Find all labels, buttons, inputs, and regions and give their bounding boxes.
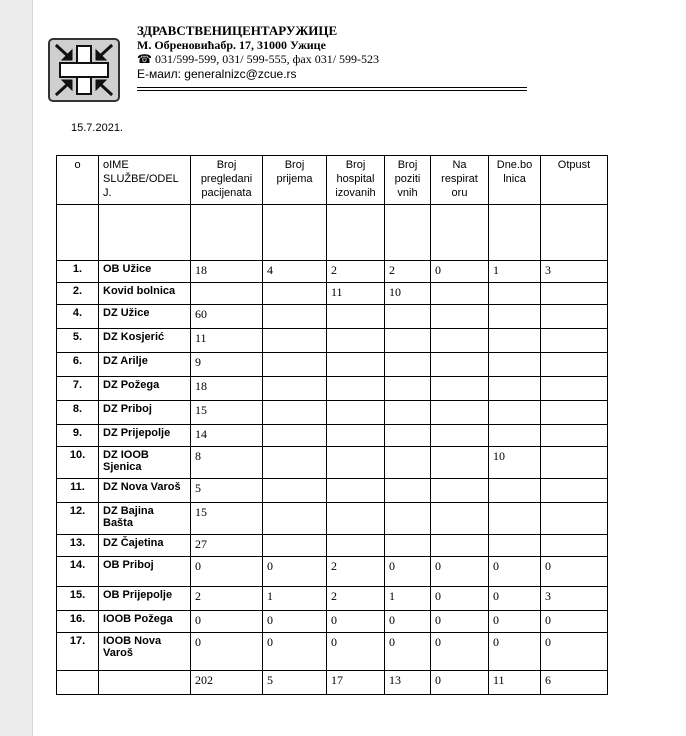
table-cell	[489, 503, 541, 535]
health-center-logo	[48, 38, 120, 102]
table-row	[57, 479, 608, 503]
table-row	[57, 587, 608, 611]
table-cell	[327, 503, 385, 535]
table-cell	[489, 479, 541, 503]
table-row	[57, 503, 608, 535]
column-header-text: pregledani	[200, 173, 253, 185]
table-cell: 0	[263, 633, 327, 671]
table-cell: 1	[263, 587, 327, 611]
department-name: IOOB Nova Varoš	[99, 633, 191, 671]
table-cell: 14	[191, 425, 263, 447]
table-cell: 6	[541, 671, 608, 695]
table-cell	[327, 305, 385, 329]
table-cell: 0	[431, 587, 489, 611]
table-cell	[191, 283, 263, 305]
table-cell	[541, 329, 608, 353]
table-cell	[385, 447, 431, 479]
department-name: DZ Požega	[99, 377, 191, 401]
table-cell	[431, 305, 489, 329]
table-cell	[431, 503, 489, 535]
table-cell	[263, 377, 327, 401]
table-cell	[327, 329, 385, 353]
table-cell: 18	[191, 261, 263, 283]
table-cell: 2	[327, 261, 385, 283]
row-number: 15.	[57, 587, 99, 611]
table-row	[57, 557, 608, 587]
column-header-text: lnica	[503, 173, 526, 185]
letterhead	[137, 23, 529, 82]
table-row	[57, 447, 608, 479]
column-header-text: pacijenata	[201, 187, 252, 199]
table-cell	[263, 447, 327, 479]
table-cell: 0	[385, 633, 431, 671]
table-cell	[541, 283, 608, 305]
table-cell	[385, 401, 431, 425]
row-number: 6.	[57, 353, 99, 377]
department-name: OB Priboj	[99, 557, 191, 587]
table-cell: 0	[191, 611, 263, 633]
row-number: 1.	[57, 261, 99, 283]
table-cell: 0	[541, 611, 608, 633]
department-name: DZ Užice	[99, 305, 191, 329]
table-row	[57, 353, 608, 377]
org-phone: ☎ 031/599-599, 031/ 599-555, фах 031/ 599-523	[137, 52, 380, 66]
table-header-row	[57, 156, 608, 205]
column-header-text: Broj	[216, 159, 237, 171]
column-header-text: Broj	[397, 159, 418, 171]
row-number: 10.	[57, 447, 99, 479]
department-name: DZ Bajina Bašta	[99, 503, 191, 535]
table-cell: 2	[385, 261, 431, 283]
table-cell	[327, 377, 385, 401]
table-cell: 202	[191, 671, 263, 695]
column-header-text: oIME	[103, 159, 129, 171]
table-cell	[541, 377, 608, 401]
table-cell	[489, 305, 541, 329]
table-cell	[489, 425, 541, 447]
column-header	[385, 156, 431, 205]
table-cell: 1	[489, 261, 541, 283]
department-name: DZ Čajetina	[99, 535, 191, 557]
table-cell	[541, 425, 608, 447]
row-number: 17.	[57, 633, 99, 671]
table-cell	[431, 353, 489, 377]
letterhead-rule-bottom	[137, 90, 527, 91]
table-row	[57, 425, 608, 447]
department-name: DZ IOOB Sjenica	[99, 447, 191, 479]
column-header	[327, 156, 385, 205]
table-cell	[263, 535, 327, 557]
table-cell: 17	[327, 671, 385, 695]
column-header-text: Broj	[345, 159, 366, 171]
table-cell	[489, 329, 541, 353]
table-cell: 11	[327, 283, 385, 305]
table-cell	[385, 535, 431, 557]
table-cell	[431, 377, 489, 401]
table-cell: 60	[191, 305, 263, 329]
table-cell: 2	[327, 557, 385, 587]
table-cell: 0	[385, 611, 431, 633]
table-cell: 0	[489, 557, 541, 587]
row-number: 5.	[57, 329, 99, 353]
column-header-text: prijema	[276, 173, 313, 185]
table-spacer-row	[57, 205, 608, 261]
org-address: М. Обреновићабр. 17, 31000 Ужице	[137, 38, 326, 52]
table-cell	[541, 401, 608, 425]
column-header-text: hospital	[336, 173, 375, 185]
column-header	[541, 156, 608, 205]
table-cell: 0	[327, 633, 385, 671]
department-name: DZ Kosjerić	[99, 329, 191, 353]
report-table	[56, 155, 608, 695]
report-date: 15.7.2021.	[71, 122, 123, 134]
column-header-text: izovanih	[335, 187, 376, 199]
table-cell: 0	[327, 611, 385, 633]
org-name: ЗДРАВСТВЕНИЦЕНТАРУЖИЦЕ	[137, 23, 338, 38]
column-header-text: vnih	[397, 187, 418, 199]
table-cell	[431, 479, 489, 503]
table-cell: 27	[191, 535, 263, 557]
table-cell: 0	[431, 633, 489, 671]
table-cell	[263, 503, 327, 535]
table-cell	[327, 401, 385, 425]
table-cell	[263, 401, 327, 425]
table-cell	[327, 353, 385, 377]
table-cell	[431, 329, 489, 353]
table-cell	[263, 329, 327, 353]
table-row	[57, 611, 608, 633]
table-cell	[489, 401, 541, 425]
department-name: OB Užice	[99, 261, 191, 283]
department-name: OB Prijepolje	[99, 587, 191, 611]
org-email: Е-маил: generalnizc@zcue.rs	[137, 67, 297, 81]
row-number: 14.	[57, 557, 99, 587]
table-cell	[541, 479, 608, 503]
department-name: DZ Priboj	[99, 401, 191, 425]
row-number: 16.	[57, 611, 99, 633]
department-name: Kovid bolnica	[99, 283, 191, 305]
column-header-text: Dne.bo	[496, 159, 533, 171]
table-cell	[263, 479, 327, 503]
table-row	[57, 535, 608, 557]
table-row	[57, 377, 608, 401]
table-cell	[385, 305, 431, 329]
table-cell	[263, 353, 327, 377]
table-cell: 5	[191, 479, 263, 503]
row-number	[57, 671, 99, 695]
letterhead-rule-top	[137, 87, 527, 88]
table-row	[57, 401, 608, 425]
table-cell: 0	[541, 633, 608, 671]
column-header	[191, 156, 263, 205]
table-cell	[327, 447, 385, 479]
table-cell: 0	[263, 557, 327, 587]
table-cell	[541, 535, 608, 557]
table-cell	[385, 377, 431, 401]
table-cell: 0	[541, 557, 608, 587]
table-cell	[263, 425, 327, 447]
document-page	[32, 0, 686, 736]
column-header-text: respirat	[441, 173, 478, 185]
table-cell: 5	[263, 671, 327, 695]
table-cell	[263, 305, 327, 329]
table-cell: 15	[191, 401, 263, 425]
table-cell	[385, 353, 431, 377]
table-cell	[541, 305, 608, 329]
table-cell: 0	[431, 261, 489, 283]
table-cell: 3	[541, 261, 608, 283]
department-name	[99, 671, 191, 695]
column-header	[489, 156, 541, 205]
table-cell: 18	[191, 377, 263, 401]
column-header	[263, 156, 327, 205]
table-cell: 2	[327, 587, 385, 611]
department-name: DZ Arilje	[99, 353, 191, 377]
table-row	[57, 671, 608, 695]
table-cell: 11	[191, 329, 263, 353]
table-cell: 10	[489, 447, 541, 479]
table-cell: 0	[431, 671, 489, 695]
department-name: DZ Nova Varoš	[99, 479, 191, 503]
table-cell: 15	[191, 503, 263, 535]
table-cell: 0	[191, 633, 263, 671]
row-number: 2.	[57, 283, 99, 305]
column-header-text: SLUŽBE/ODEL	[103, 173, 179, 185]
table-cell	[489, 283, 541, 305]
table-cell: 0	[191, 557, 263, 587]
table-cell	[327, 535, 385, 557]
table-cell: 8	[191, 447, 263, 479]
table-cell: 0	[431, 557, 489, 587]
column-header-text: oru	[451, 187, 468, 199]
table-cell	[431, 447, 489, 479]
table-row	[57, 633, 608, 671]
column-header-text: Na	[452, 159, 467, 171]
column-header-text: o	[74, 159, 81, 171]
row-number: 11.	[57, 479, 99, 503]
row-number: 4.	[57, 305, 99, 329]
table-cell: 2	[191, 587, 263, 611]
table-cell	[385, 503, 431, 535]
column-header	[57, 156, 99, 205]
table-cell: 0	[385, 557, 431, 587]
column-header	[99, 156, 191, 205]
department-name: IOOB Požega	[99, 611, 191, 633]
row-number: 7.	[57, 377, 99, 401]
table-cell	[489, 535, 541, 557]
table-cell: 0	[489, 611, 541, 633]
table-cell: 1	[385, 587, 431, 611]
table-cell	[327, 479, 385, 503]
table-cell: 13	[385, 671, 431, 695]
table-cell	[489, 353, 541, 377]
table-cell: 10	[385, 283, 431, 305]
column-header-text: poziti	[394, 173, 421, 185]
table-row	[57, 329, 608, 353]
table-cell: 0	[489, 587, 541, 611]
table-cell: 0	[263, 611, 327, 633]
table-cell	[327, 425, 385, 447]
table-cell	[263, 283, 327, 305]
table-cell	[431, 283, 489, 305]
table-cell: 9	[191, 353, 263, 377]
table-cell	[385, 425, 431, 447]
table-cell	[541, 353, 608, 377]
table-row	[57, 283, 608, 305]
column-header-text: J.	[103, 187, 112, 199]
table-cell: 11	[489, 671, 541, 695]
table-cell: 0	[431, 611, 489, 633]
table-cell: 4	[263, 261, 327, 283]
table-cell: 0	[489, 633, 541, 671]
row-number: 9.	[57, 425, 99, 447]
table-cell	[541, 447, 608, 479]
table-cell	[489, 377, 541, 401]
row-number: 12.	[57, 503, 99, 535]
column-header	[431, 156, 489, 205]
table-cell	[541, 503, 608, 535]
table-cell	[385, 329, 431, 353]
cross-arrows-icon	[50, 40, 118, 100]
table-cell	[431, 401, 489, 425]
table-row	[57, 261, 608, 283]
table-cell	[431, 425, 489, 447]
row-number: 8.	[57, 401, 99, 425]
table-cell	[431, 535, 489, 557]
row-number: 13.	[57, 535, 99, 557]
department-name: DZ Prijepolje	[99, 425, 191, 447]
table-cell: 3	[541, 587, 608, 611]
table-row	[57, 305, 608, 329]
column-header-text: Broj	[284, 159, 305, 171]
table-cell	[385, 479, 431, 503]
column-header-text: Otpust	[557, 159, 591, 171]
